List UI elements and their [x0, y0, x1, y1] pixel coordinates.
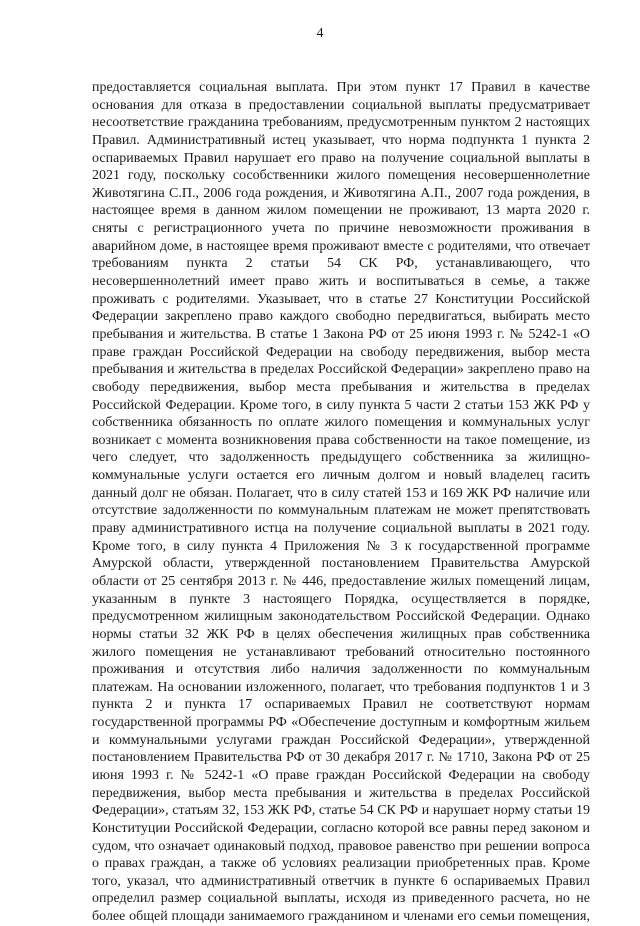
text-line: Правил. Административный истец указывает, что норма подпункта 1 пункта 2 [92, 132, 590, 148]
text-line: определил размер социальной выплаты, исходя из приведенного расчета, но не [92, 891, 590, 907]
text-line: жилого помещения не устанавливают требований относительно постоянного [92, 644, 590, 660]
text-line: несовершеннолетний имеет право жить и воспитываться в семье, а также [92, 274, 590, 290]
text-line: Федерации», статьям 32, 153 ЖК РФ, статье 54 СК РФ и нарушает норму статьи 19 [92, 803, 590, 819]
text-line: того, указал, что административный ответчик в пункте 6 оспариваемых Правил [92, 873, 590, 889]
page-number: 4 [316, 26, 324, 41]
text-line: государственной программы РФ «Обеспечение доступным и комфортным жильем [92, 715, 590, 731]
text-line: и коммунальными услугами граждан Российской Федерации», утвержденной [92, 732, 590, 748]
text-line: Животягина С.П., 2006 года рождения, и Животягина А.П., 2007 года рождения, в [92, 185, 590, 201]
text-line: отсутствие задолженности по коммунальным платежам не может препятствовать [92, 503, 590, 519]
text-line: постановлением Правительства РФ от 30 декабря 2017 г. № 1710, Закона РФ от 25 [92, 750, 590, 766]
text-line: Кроме того, в силу пункта 4 Приложения № 3 к государственной программе [92, 538, 590, 554]
text-line: оспариваемых Правил нарушает его право на получение социальной выплаты в [92, 150, 590, 166]
text-line: предусмотренном жилищным законодательством Российской Федерации. Однако [92, 609, 590, 625]
text-line: судом, что означает одинаковый подход, правовое равенство при решении вопроса [92, 838, 590, 854]
text-line: передвижения, выбор места пребывания и жительства в пределах Российской [92, 785, 590, 801]
text-line: данный долг не обязан. Полагает, что в силу статей 153 и 169 ЖК РФ наличие или [92, 485, 590, 501]
text-line: проживания и отсутствия либо наличия задолженности по коммунальным [92, 662, 590, 678]
text-line: пребывания и жительства в пределах Российской Федерации» закреплено право на [92, 362, 590, 378]
text-line: проживать с родителями. Указывает, что в статье 27 Конституции Российской [92, 291, 590, 307]
text-line: Российской Федерации. Кроме того, в силу пункта 5 части 2 статьи 153 ЖК РФ у [92, 397, 590, 413]
text-line: настоящее время в данном жилом помещении не проживают, 13 марта 2020 г. [92, 203, 590, 219]
text-line: коммунальные услуги остается его личным долгом и новый владелец гасить [92, 468, 590, 484]
text-line: аварийном доме, в настоящее время проживают вместе с родителями, что отвечает [92, 238, 590, 254]
text-line: пункта 2 и пункта 17 оспариваемых Правил не соответствуют нормам [92, 697, 590, 713]
text-line: праву административного истца на получение социальной выплаты в 2021 году. [92, 521, 590, 537]
text-line: несоответствие гражданина требованиям, предусмотренным пунктом 2 настоящих [92, 115, 590, 131]
text-line: пребывания и жительства. В статье 1 Закона РФ от 25 июня 1993 г. № 5242-1 «О [92, 326, 590, 342]
text-line: Конституции Российской Федерации, согласно которой все равны перед законом и [92, 820, 590, 836]
text-line: указанным в пункте 3 настоящего Порядка, осуществляется в порядке, [92, 591, 590, 607]
text-line: области от 25 сентября 2013 г. № 446, предоставление жилых помещений лицам, [92, 573, 590, 589]
text-line: требованиям пункта 2 статьи 54 СК РФ, устанавливающего, что [92, 256, 590, 272]
body-text [92, 79, 590, 926]
text-line: свободу передвижения, выбор места пребывания и жительства в пределах [92, 379, 590, 395]
text-line: предоставляется социальная выплата. При этом пункт 17 Правил в качестве [92, 80, 590, 95]
text-line: нормы статьи 32 ЖК РФ в целях обеспечения жилищных прав собственника [92, 626, 590, 642]
text-line: основания для отказа в предоставлении социальной выплаты предусматривает [92, 97, 590, 113]
text-line: июня 1993 г. № 5242-1 «О праве граждан Российской Федерации на свободу [92, 767, 590, 783]
text-line: о правах граждан, а также об условиях реализации приобретенных прав. Кроме [92, 856, 590, 872]
text-line: 2021 году, поскольку сособственники жилого помещения несовершеннолетние [92, 168, 590, 184]
text-line: сняты с регистрационного учета по причине невозможности проживания в [92, 221, 590, 237]
text-line: чего следует, что задолженность предыдущего собственника за жилищно- [92, 450, 590, 466]
text-line: более общей площади занимаемого гражданином и членами его семьи помещения, [92, 909, 590, 925]
text-line: платежам. На основании изложенного, полагает, что требования подпунктов 1 и 3 [92, 679, 590, 695]
text-line: Федерации закреплено право каждого свободно передвигаться, выбирать место [92, 309, 590, 325]
text-line: собственника обязанность по оплате жилого помещения и коммунальных услуг [92, 415, 590, 431]
text-line: возникает с момента возникновения права собственности на такое помещение, из [92, 432, 590, 448]
text-line: праве граждан Российской Федерации на свободу передвижения, выбор места [92, 344, 590, 360]
text-line: Амурской области, утвержденной постановлением Правительства Амурской [92, 556, 590, 572]
